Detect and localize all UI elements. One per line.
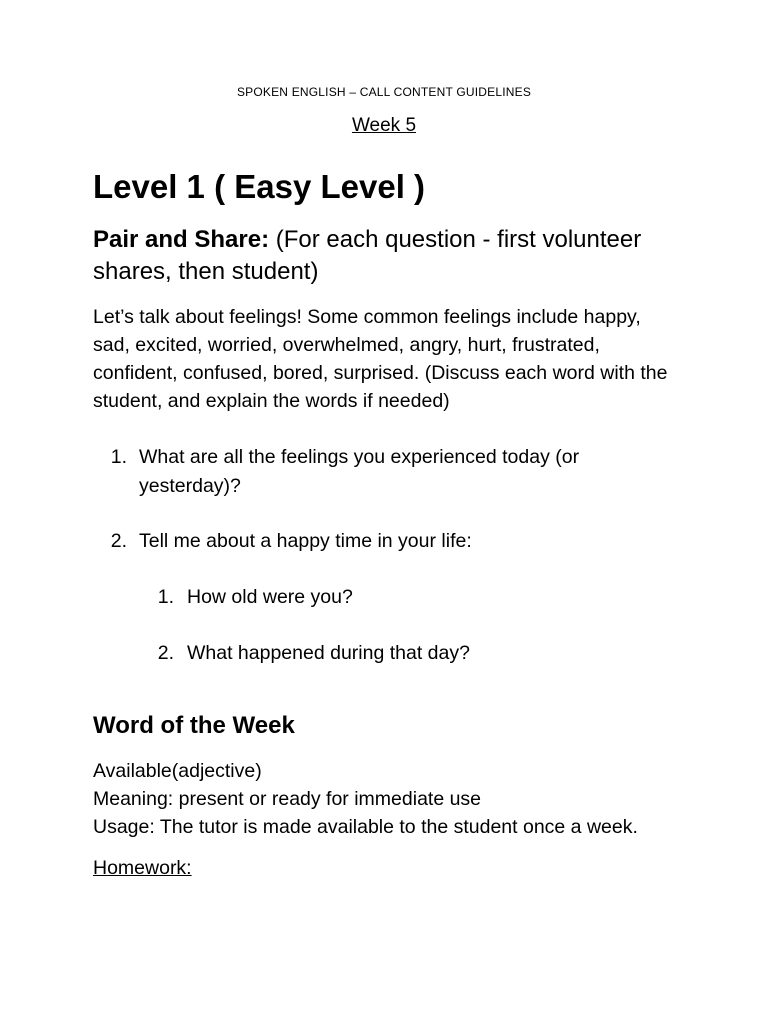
question-number: 1. bbox=[110, 446, 127, 468]
question-text: What are all the feelings you experienced today (or yesterday)? bbox=[139, 446, 580, 497]
sub-question-text: What happened during that day? bbox=[187, 642, 470, 664]
guidelines-header: SPOKEN ENGLISH – CALL CONTENT GUIDELINES bbox=[236, 85, 532, 99]
usage-line: Usage: The tutor is made available to the student once a week. bbox=[93, 816, 638, 838]
homework-heading: Homework: bbox=[93, 857, 192, 879]
question-number: 2. bbox=[110, 530, 127, 552]
sub-question-text: How old were you? bbox=[187, 586, 353, 608]
pair-share-note: (For each question - first volunteer shares, then student) bbox=[93, 226, 642, 285]
pair-share-label: Pair and Share: bbox=[93, 226, 270, 253]
word-line: Available(adjective) bbox=[93, 760, 262, 782]
sub-question-number: 2. bbox=[157, 642, 174, 664]
level-heading: Level 1 ( Easy Level ) bbox=[93, 168, 426, 205]
sub-question-number: 1. bbox=[157, 586, 174, 608]
meaning-line: Meaning: present or ready for immediate use bbox=[93, 788, 482, 810]
word-of-week-body bbox=[93, 757, 683, 841]
word-of-week-heading: Word of the Week bbox=[93, 712, 295, 739]
question-text: Tell me about a happy time in your life: bbox=[139, 530, 472, 552]
week-label: Week 5 bbox=[351, 115, 417, 136]
pair-share-heading bbox=[93, 224, 653, 288]
intro-paragraph: Let’s talk about feelings! Some common feelings include happy, sad, excited, worried, overwhelmed, angry, hurt, frustrated, confident, confused, bored, surprised. (Discuss each word with the student, and explain the words if needed) bbox=[93, 306, 668, 412]
